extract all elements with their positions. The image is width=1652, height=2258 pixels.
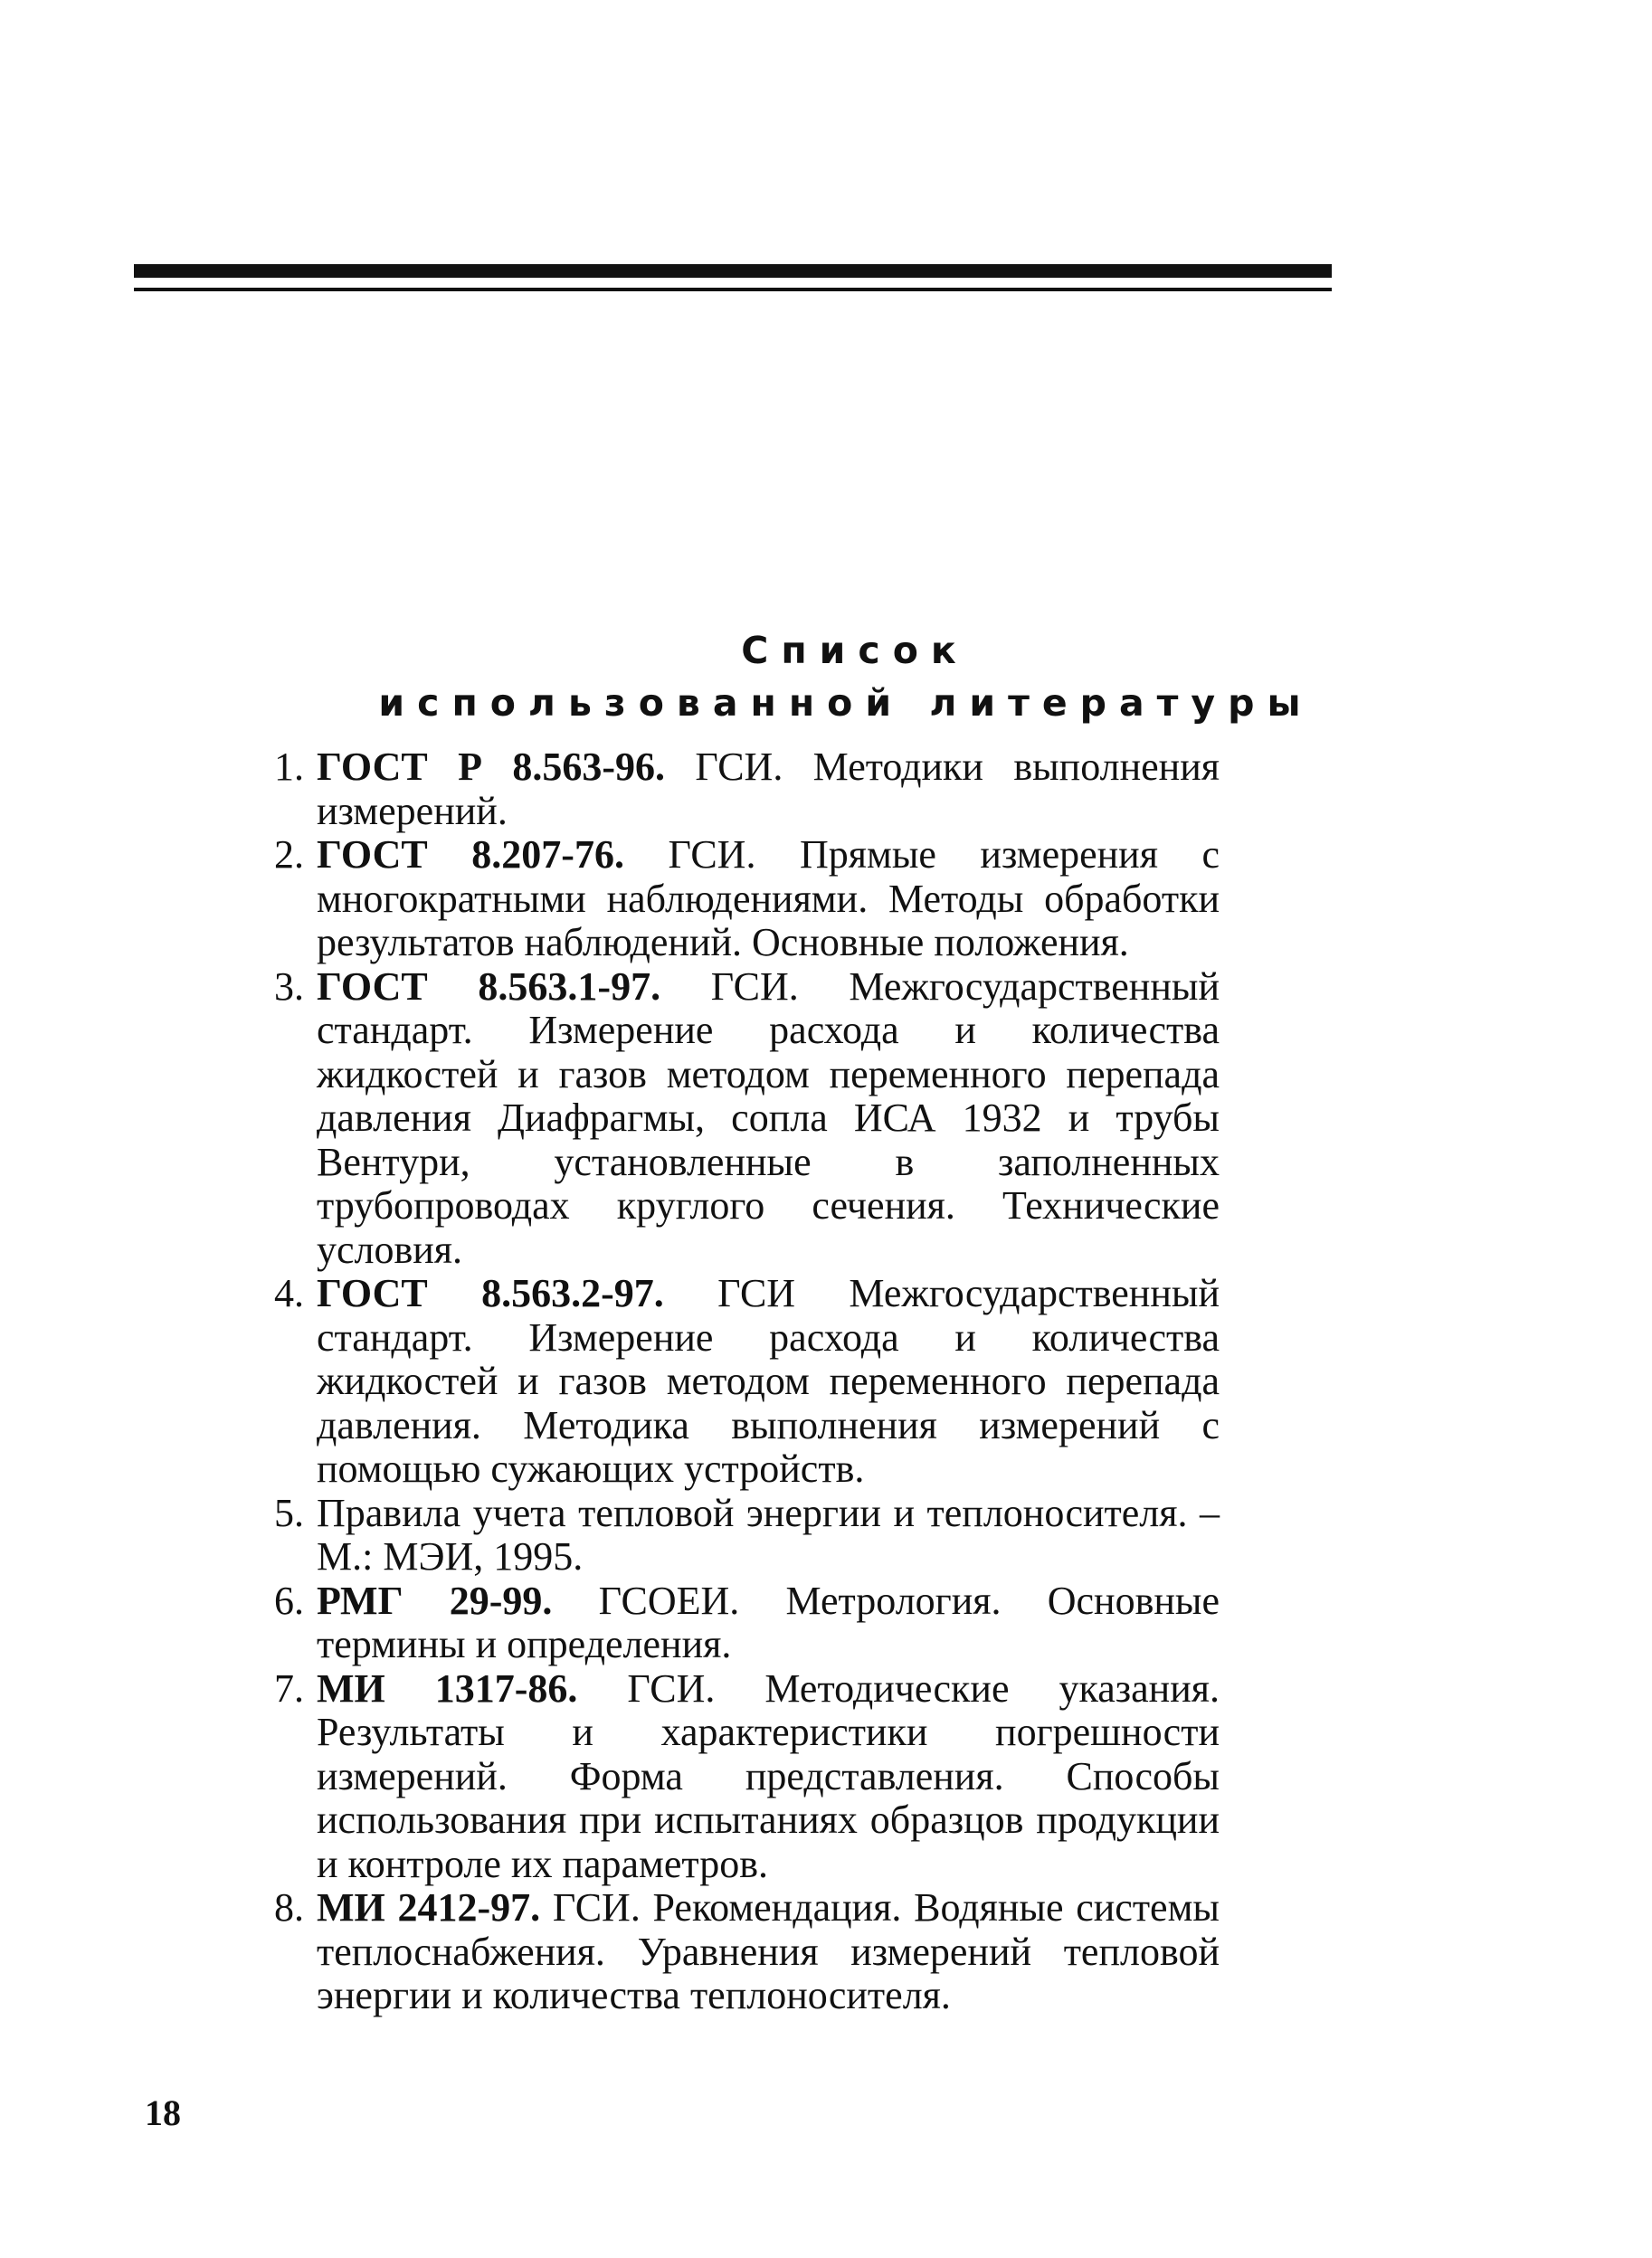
reference-item [261,745,1220,833]
heading-line-1: Список [741,629,969,672]
reference-body [317,965,1220,1273]
reference-text: ГСИ. Методики выполнения измерений. [317,745,1220,833]
reference-code: ГОСТ 8.207-76. [317,832,624,877]
reference-text: ГСИ Межгосударственный стандарт. Измерение расхода и количества жидкостей и газов методом переменного перепада давления. Методика выполнения измерений с помощью сужающих устройств. [317,1271,1220,1491]
reference-code: МИ 2412-97. [317,1885,541,1930]
reference-body [317,745,1220,833]
reference-text: ГСИ. Межгосударственный стандарт. Измерение расхода и количества жидкостей и газов методом переменного перепада давления Диафрагмы, сопла ИСА 1932 и трубы Вентури, установленные в заполненных трубопроводах круглого сечения. Технические условия. [317,963,1220,1272]
section-heading [0,624,1652,729]
reference-text: ГСИ. Рекомендация. Водяные системы теплоснабжения. Уравнения измерений тепловой энергии и количества теплоносителя. [317,1885,1220,2017]
reference-code: ГОСТ 8.563.1-97. [317,963,661,1009]
reference-number: 2. [274,832,304,877]
reference-code: РМГ 29-99. [317,1578,553,1623]
reference-item [261,1667,1220,1887]
reference-number: 6. [274,1578,304,1623]
reference-code: ГОСТ 8.563.2-97. [317,1271,664,1315]
reference-text: ГСОЕИ. Метрология. Основные термины и определения. [317,1578,1220,1666]
reference-item [261,1492,1220,1580]
reference-body [317,833,1220,965]
header-rule-thick [134,264,1332,278]
reference-body [317,1667,1220,1887]
reference-number: 8. [274,1885,304,1930]
reference-code: ГОСТ Р 8.563-96. [317,745,665,789]
reference-text: ГСИ. Методические указания. Результаты и характеристики погрешности измерений. Форма представления. Способы использования при испытаниях образцов продукции и контроле их параметров. [317,1665,1220,1886]
page-number: 18 [145,2092,181,2133]
reference-code: МИ 1317-86. [317,1665,578,1711]
reference-text: Правила учета тепловой энергии и теплоносителя. – М.: МЭИ, 1995. [317,1490,1220,1579]
reference-item [261,1580,1220,1667]
reference-item [261,1272,1220,1492]
reference-item [261,965,1220,1273]
reference-body [317,1272,1220,1492]
heading-line-2: использованной литературы [378,681,1314,725]
reference-number: 5. [274,1490,304,1535]
reference-number: 7. [274,1665,304,1711]
reference-number: 3. [274,963,304,1009]
reference-body [317,1492,1220,1580]
reference-body [317,1886,1220,2018]
reference-number: 4. [274,1271,304,1315]
reference-list [261,745,1220,2018]
reference-number: 1. [274,745,304,789]
reference-item [261,833,1220,965]
reference-item [261,1886,1220,2018]
reference-text: ГСИ. Прямые измерения с многократными наблюдениями. Методы обработки результатов наблюдений. Основные положения. [317,832,1220,964]
reference-body [317,1580,1220,1667]
header-rule-thin [134,288,1332,291]
